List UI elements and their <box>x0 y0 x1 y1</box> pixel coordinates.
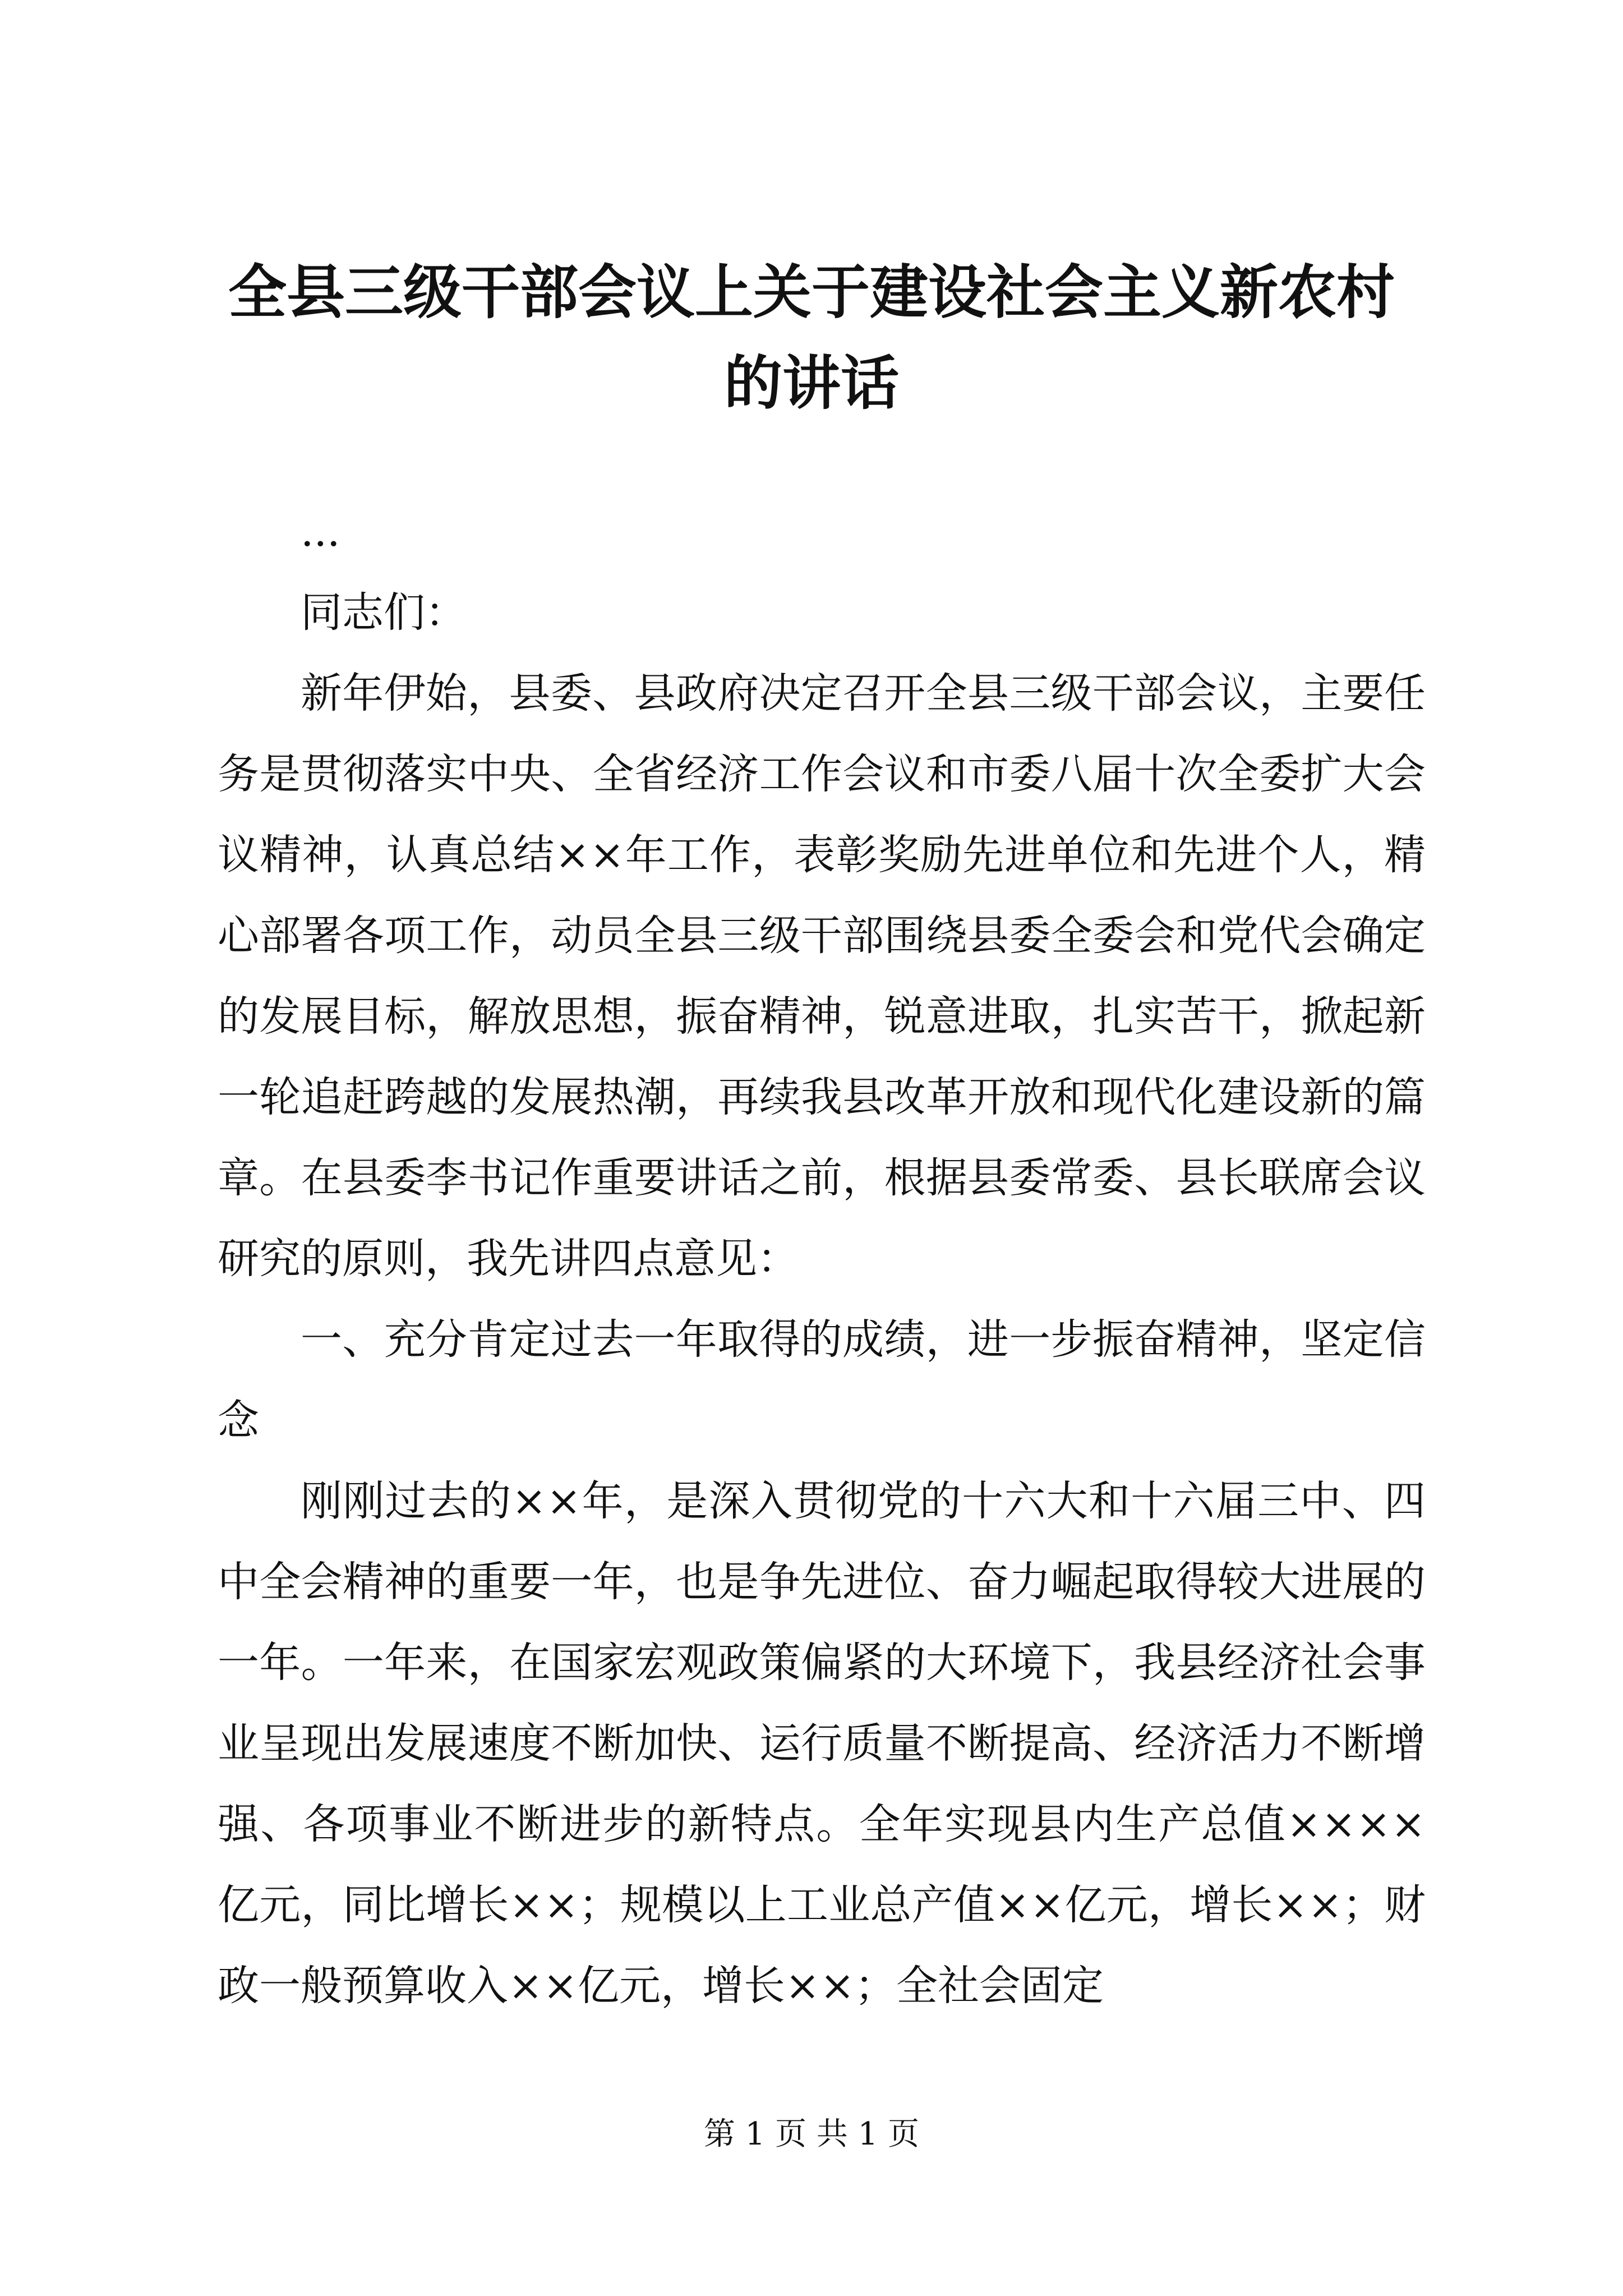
document-body <box>218 491 1426 2026</box>
paragraph-intro: 新年伊始，县委、县政府决定召开全县三级干部会议，主要任务是贯彻落实中央、全省经济工作会议和市委八届十次全委扩大会议精神，认真总结××年工作，表彰奖励先进单位和先进个人，精心部署各项工作，动员全县三级干部围绕县委全委会和党代会确定的发展目标，解放思想，振奋精神，锐意进取，扎实苦干，掀起新一轮追赶跨越的发展热潮，再续我县改革开放和现代化建设新的篇章。在县委李书记作重要讲话之前，根据县委常委、县长联席会议研究的原则，我先讲四点意见： <box>218 669 1426 1283</box>
section-heading-1: 一、充分肯定过去一年取得的成绩，进一步振奋精神，坚定信念 <box>218 1315 1426 1444</box>
page-footer: 第 1 页 共 1 页 <box>703 2116 920 2152</box>
document-title: 全县三级干部会议上关于建设社会主义新农村的讲话 <box>228 257 1395 417</box>
salutation: 同志们： <box>301 588 467 637</box>
paragraph-achievements: 刚刚过去的××年，是深入贯彻党的十六大和十六届三中、四中全会精神的重要一年，也是争先进位、奋力崛起取得较大进展的一年。一年来，在国家宏观政策偏紧的大环境下，我县经济社会事业呈现出发展速度不断加快、运行质量不断提高、经济活力不断增强、各项事业不断进步的新特点。全年实现县内生产总值××××亿元，同比增长××；规模以上工业总产值××亿元，增长××；财政一般预算收入××亿元，增长××；全社会固定 <box>218 1477 1426 2010</box>
ellipsis-line: ... <box>301 508 340 556</box>
